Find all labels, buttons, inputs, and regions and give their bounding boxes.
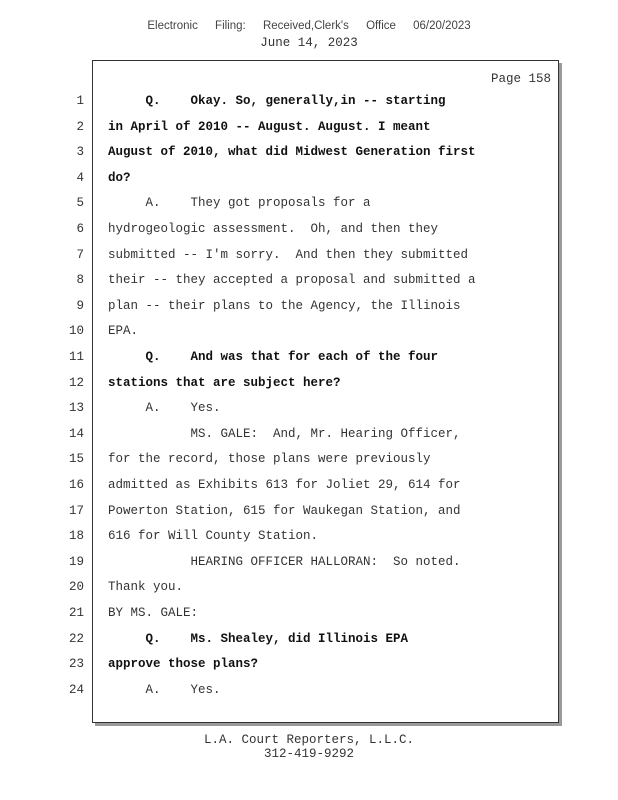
line-number: 11 xyxy=(68,350,84,364)
line-text: MS. GALE: And, Mr. Hearing Officer, xyxy=(108,426,461,441)
line-text: Thank you. xyxy=(108,580,184,595)
line-number: 19 xyxy=(68,554,84,569)
transcript-line xyxy=(0,299,618,319)
line-number: 1 xyxy=(76,94,84,108)
line-number: 10 xyxy=(68,324,84,339)
line-text: their -- they accepted a proposal and submitted a xyxy=(108,273,476,288)
line-text: for the record, those plans were previously xyxy=(108,452,431,467)
line-text: Q. Ms. Shealey, did Illinois EPA xyxy=(108,631,409,646)
hearing-date: June 14, 2023 xyxy=(260,36,358,50)
transcript-line xyxy=(0,478,618,498)
transcript-line xyxy=(0,529,618,549)
transcript-line xyxy=(0,401,618,421)
transcript-line xyxy=(0,504,618,524)
transcript-line xyxy=(0,196,618,216)
transcript-line xyxy=(0,145,618,165)
transcript-line xyxy=(0,580,618,600)
transcript-line xyxy=(0,427,618,447)
line-number: 22 xyxy=(68,631,84,646)
footer xyxy=(0,733,618,761)
line-number: 21 xyxy=(68,606,84,620)
transcript-line xyxy=(0,120,618,140)
transcript-line xyxy=(0,376,618,396)
line-number: 16 xyxy=(68,478,84,492)
line-number: 18 xyxy=(68,529,84,544)
stamp-electronic: Electronic xyxy=(147,20,198,32)
line-text: A. Yes. xyxy=(108,401,221,416)
line-text: do? xyxy=(108,170,131,185)
line-text: 616 for Will County Station. xyxy=(108,529,319,544)
line-number: 9 xyxy=(76,298,84,313)
line-number: 13 xyxy=(68,401,84,416)
line-text: A. Yes. xyxy=(108,682,221,697)
line-number: 2 xyxy=(76,119,84,134)
transcript-line xyxy=(0,324,618,344)
line-number: 4 xyxy=(76,170,84,185)
transcript-line xyxy=(0,452,618,472)
transcript-line xyxy=(0,248,618,268)
transcript-line xyxy=(0,683,618,703)
transcript-line xyxy=(0,555,618,575)
line-number: 20 xyxy=(68,580,84,595)
stamp-office: Office xyxy=(366,20,396,32)
line-text: hydrogeologic assessment. Oh, and then they xyxy=(108,222,439,236)
line-number: 12 xyxy=(68,375,84,390)
line-text: A. They got proposals for a xyxy=(108,196,371,211)
line-text: stations that are subject here? xyxy=(108,375,341,390)
transcript-line xyxy=(0,94,618,114)
page-number: Page 158 xyxy=(490,72,551,86)
stamp-filing: Filing: xyxy=(215,20,246,32)
line-number: 7 xyxy=(76,247,84,262)
line-text: HEARING OFFICER HALLORAN: So noted. xyxy=(108,554,461,569)
transcript-line xyxy=(0,171,618,191)
line-number: 6 xyxy=(76,222,84,236)
line-text: Powerton Station, 615 for Waukegan Station, and xyxy=(108,503,461,518)
transcript-line xyxy=(0,273,618,293)
line-number: 24 xyxy=(68,682,84,697)
transcript-line xyxy=(0,222,618,242)
line-number: 8 xyxy=(76,273,84,288)
line-text: Q. Okay. So, generally,in -- starting xyxy=(108,94,446,108)
filing-stamp xyxy=(0,20,618,32)
stamp-received: Received,Clerk's xyxy=(262,20,349,32)
line-number: 15 xyxy=(68,452,84,467)
transcript-line xyxy=(0,606,618,626)
line-text: plan -- their plans to the Agency, the Illinois xyxy=(108,298,461,313)
line-number: 23 xyxy=(68,657,84,672)
line-number: 5 xyxy=(76,196,84,211)
line-text: admitted as Exhibits 613 for Joliet 29, 614 for xyxy=(108,478,461,492)
line-text: BY MS. GALE: xyxy=(108,606,199,620)
footer-company: L.A. Court Reporters, L.L.C. xyxy=(203,733,415,747)
line-number: 17 xyxy=(68,503,84,518)
line-number: 3 xyxy=(76,145,84,160)
line-number: 14 xyxy=(68,426,84,441)
transcript-line xyxy=(0,350,618,370)
transcript-line xyxy=(0,632,618,652)
stamp-date: 06/20/2023 xyxy=(413,20,471,32)
line-text: Q. And was that for each of the four xyxy=(108,350,439,364)
transcript-line xyxy=(0,657,618,677)
line-text: in April of 2010 -- August. August. I meant xyxy=(108,119,431,134)
line-text: August of 2010, what did Midwest Generation first xyxy=(108,145,476,160)
footer-phone: 312-419-9292 xyxy=(263,747,354,761)
line-text: approve those plans? xyxy=(108,657,259,672)
line-text: EPA. xyxy=(108,324,139,339)
line-text: submitted -- I'm sorry. And then they submitted xyxy=(108,247,469,262)
